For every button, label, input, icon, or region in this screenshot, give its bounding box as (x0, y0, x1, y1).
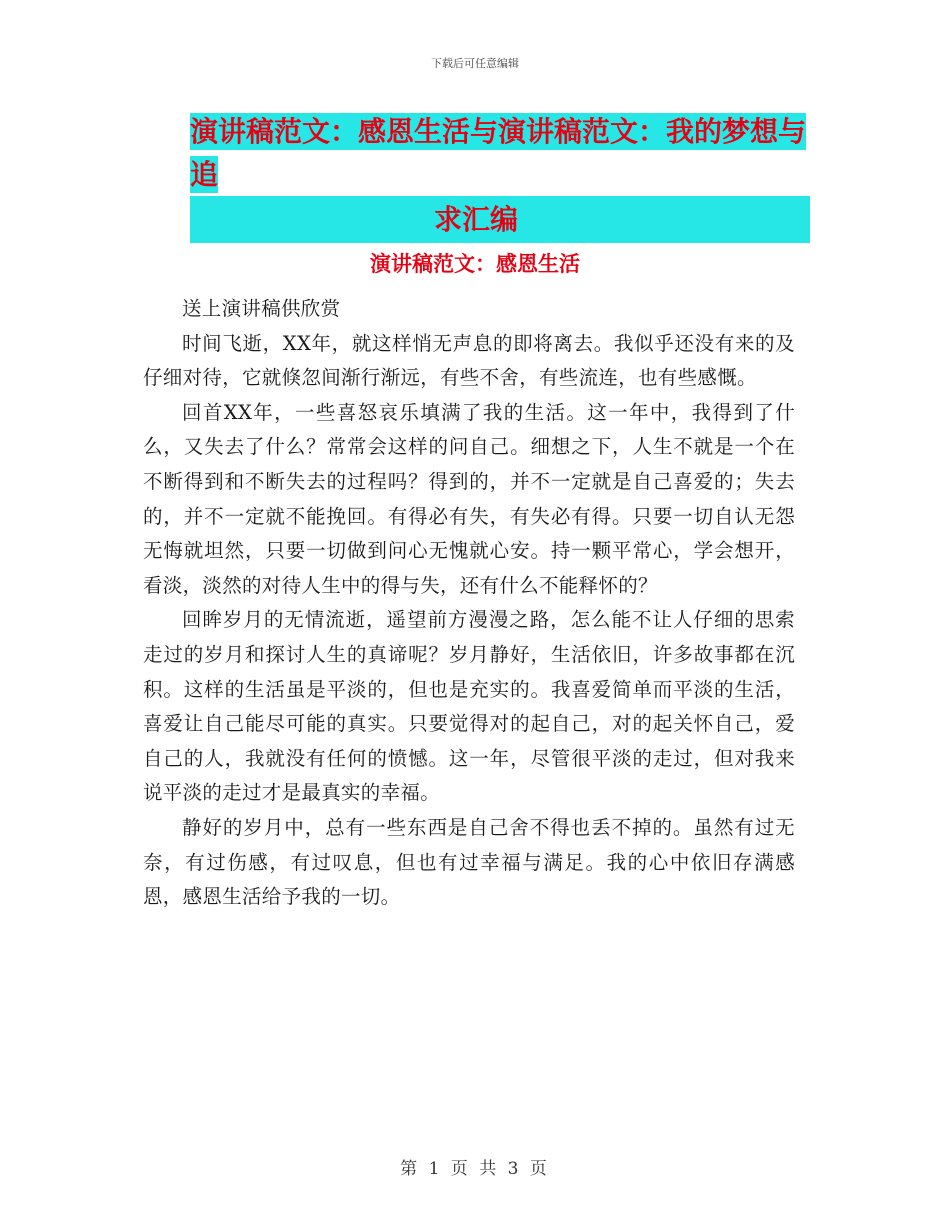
document-title-line-1: 演讲稿范文：感恩生活与演讲稿范文：我的梦想与追 (190, 115, 807, 191)
paragraph-3: 回眸岁月的无情流逝，遥望前方漫漫之路，怎么能不让人仔细的思索走过的岁月和探讨人生的真谛呢？岁月静好，生活依旧，许多故事都在沉积。这样的生活虽是平淡的，但也是充实的。我喜爱简单而平淡的生活，喜爱让自己能尽可能的真实。只要觉得对的起自己，对的起关怀自己，爱自己的人，我就没有任何的愤憾。这一年，尽管很平淡的走过，但对我来说平淡的走过才是最真实的幸福。 (143, 608, 795, 805)
page-header-note: 下载后可任意编辑 (431, 57, 519, 70)
document-body (143, 292, 795, 915)
paragraph-1: 时间飞逝，XX年，就这样悄无声息的即将离去。我似乎还没有来的及仔细对待，它就倏忽间渐行渐远，有些不舍，有些流连，也有些感慨。 (143, 331, 795, 390)
paragraph-intro: 送上演讲稿供欣赏 (182, 297, 341, 320)
paragraph-4: 静好的岁月中，总有一些东西是自己舍不得也丢不掉的。虽然有过无奈，有过伤感，有过叹息，但也有过幸福与满足。我的心中依旧存满感恩，感恩生活给予我的一切。 (143, 815, 795, 909)
document-title (190, 110, 810, 243)
document-title-line-2: 求汇编 (434, 203, 519, 236)
page-number: 第 1 页 共 3 页 (400, 1159, 550, 1179)
paragraph-2: 回首XX年，一些喜怒哀乐填满了我的生活。这一年中，我得到了什么，又失去了什么？常常会这样的问自己。细想之下，人生不就是一个在不断得到和不断失去的过程吗？得到的，并不一定就是自己喜爱的；失去的，并不一定就不能挽回。有得必有失，有失必有得。只要一切自认无怨无悔就坦然，只要一切做到问心无愧就心安。持一颗平常心，学会想开，看淡，淡然的对待人生中的得与失，还有什么不能释怀的？ (143, 400, 795, 597)
section-title: 演讲稿范文：感恩生活 (370, 252, 580, 276)
